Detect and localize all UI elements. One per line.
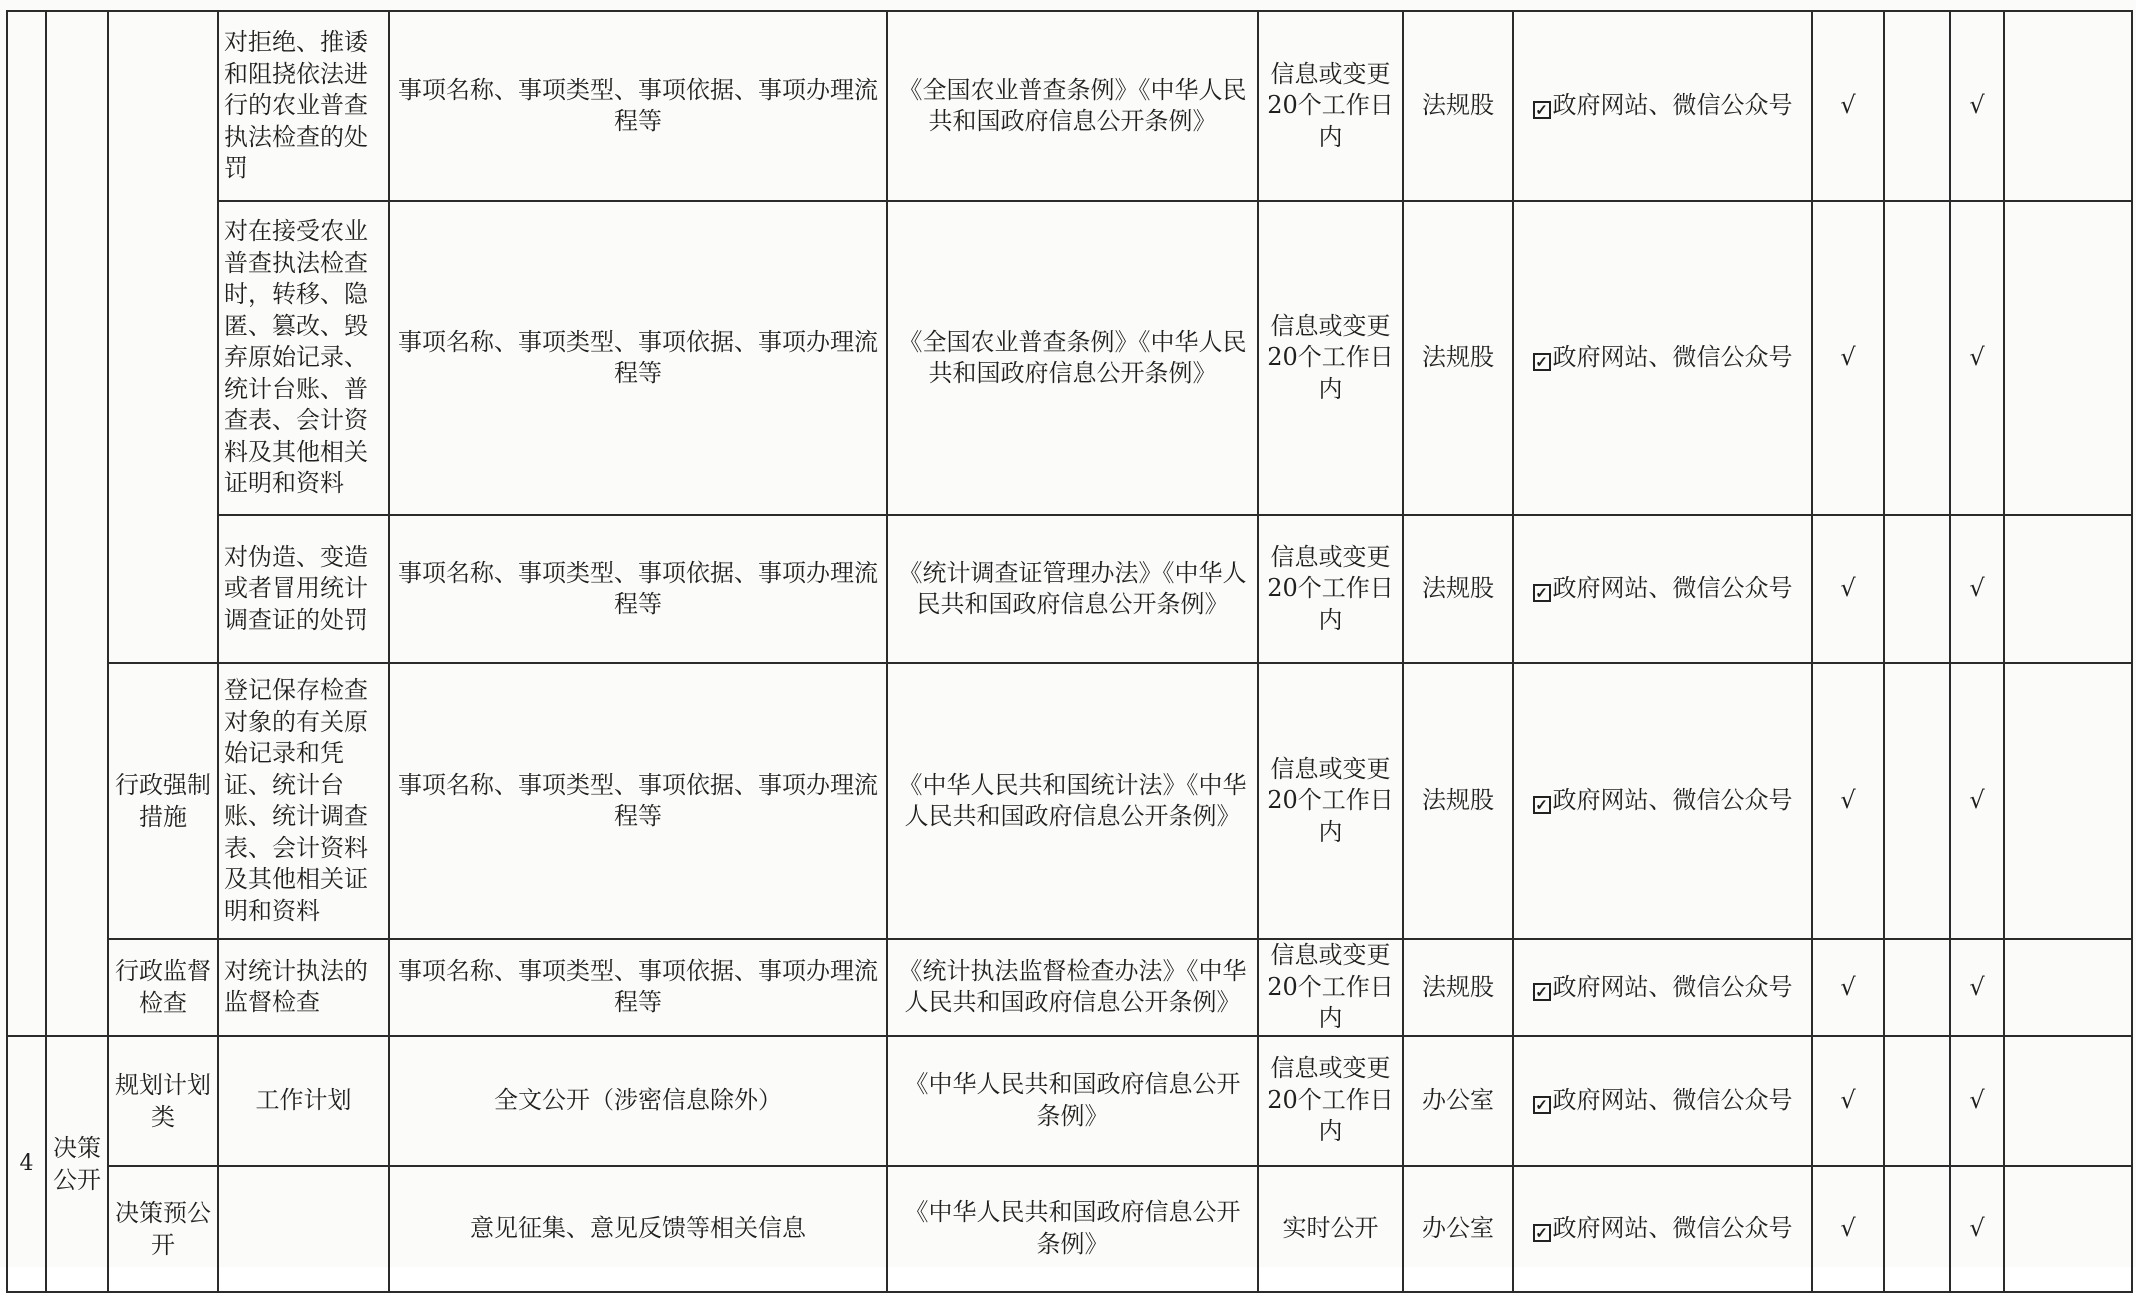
time-cell: 信息或变更20个工作日内 [1258, 201, 1403, 515]
content-cell: 事项名称、事项类型、事项依据、事项办理流程等 [389, 663, 887, 939]
check-cell [2004, 1036, 2132, 1166]
check-cell [1884, 201, 1950, 515]
group-number-cell [7, 11, 46, 1036]
subcategory-cell [108, 11, 218, 663]
checkbox-checked-icon: ✓ [1533, 353, 1551, 371]
category-cell [46, 11, 108, 1036]
table-row [7, 201, 2132, 515]
basis-cell: 《统计执法监督检查办法》《中华人民共和国政府信息公开条例》 [887, 939, 1258, 1036]
channel-cell [1513, 201, 1812, 515]
group-number-cell: 4 [7, 1036, 46, 1292]
subject-cell: 法规股 [1403, 201, 1513, 515]
table-row [7, 663, 2132, 939]
channel-text: 政府网站、微信公众号 [1552, 574, 1793, 603]
item-cell: 工作计划 [218, 1036, 389, 1166]
channel-cell [1513, 515, 1812, 663]
basis-cell: 《全国农业普查条例》《中华人民共和国政府信息公开条例》 [887, 11, 1258, 201]
time-cell: 信息或变更20个工作日内 [1258, 11, 1403, 201]
channel-text: 政府网站、微信公众号 [1552, 91, 1793, 120]
check-cell: √ [1950, 515, 2004, 663]
channel-cell [1513, 11, 1812, 201]
check-cell: √ [1950, 1166, 2004, 1292]
channel-cell [1513, 663, 1812, 939]
content-cell: 事项名称、事项类型、事项依据、事项办理流程等 [389, 515, 887, 663]
subcategory-cell: 行政监督检查 [108, 939, 218, 1036]
time-cell: 信息或变更20个工作日内 [1258, 515, 1403, 663]
channel-cell [1513, 939, 1812, 1036]
channel-text: 政府网站、微信公众号 [1552, 972, 1793, 1001]
check-cell: √ [1812, 11, 1884, 201]
check-cell [1884, 939, 1950, 1036]
check-cell: √ [1950, 11, 2004, 201]
checkbox-checked-icon: ✓ [1533, 796, 1551, 814]
channel-text: 政府网站、微信公众号 [1552, 786, 1793, 815]
time-cell: 实时公开 [1258, 1166, 1403, 1292]
check-cell [1884, 1166, 1950, 1292]
basis-cell: 《统计调查证管理办法》《中华人民共和国政府信息公开条例》 [887, 515, 1258, 663]
time-cell: 信息或变更20个工作日内 [1258, 663, 1403, 939]
content-cell: 全文公开（涉密信息除外） [389, 1036, 887, 1166]
item-cell: 对在接受农业普查执法检查时，转移、隐匿、篡改、毁弃原始记录、统计台账、普查表、会计资料及其他相关证明和资料 [218, 201, 389, 515]
subcategory-cell: 规划计划类 [108, 1036, 218, 1166]
table-row [7, 515, 2132, 663]
check-cell [1884, 663, 1950, 939]
checkbox-checked-icon: ✓ [1533, 584, 1551, 602]
checkbox-checked-icon: ✓ [1533, 101, 1551, 119]
check-cell [2004, 1166, 2132, 1292]
content-cell: 事项名称、事项类型、事项依据、事项办理流程等 [389, 201, 887, 515]
check-cell: √ [1812, 1166, 1884, 1292]
check-cell [2004, 663, 2132, 939]
basis-cell: 《中华人民共和国统计法》《中华人民共和国政府信息公开条例》 [887, 663, 1258, 939]
check-cell: √ [1950, 663, 2004, 939]
check-cell: √ [1812, 939, 1884, 1036]
basis-cell: 《中华人民共和国政府信息公开条例》 [887, 1036, 1258, 1166]
checkbox-checked-icon: ✓ [1533, 1224, 1551, 1242]
check-cell [1884, 1036, 1950, 1166]
content-cell: 意见征集、意见反馈等相关信息 [389, 1166, 887, 1292]
subject-cell: 法规股 [1403, 515, 1513, 663]
time-cell: 信息或变更20个工作日内 [1258, 939, 1403, 1036]
check-cell: √ [1812, 663, 1884, 939]
table-row [7, 11, 2132, 201]
content-cell: 事项名称、事项类型、事项依据、事项办理流程等 [389, 939, 887, 1036]
check-cell [2004, 515, 2132, 663]
check-cell: √ [1812, 201, 1884, 515]
checkbox-checked-icon: ✓ [1533, 983, 1551, 1001]
check-cell: √ [1950, 939, 2004, 1036]
item-cell: 登记保存检查对象的有关原始记录和凭证、统计台账、统计调查表、会计资料及其他相关证明和资料 [218, 663, 389, 939]
check-cell [2004, 939, 2132, 1036]
table-row [7, 939, 2132, 1036]
check-cell: √ [1812, 515, 1884, 663]
subject-cell: 法规股 [1403, 939, 1513, 1036]
check-cell [1884, 11, 1950, 201]
channel-cell [1513, 1166, 1812, 1292]
table-row [7, 1036, 2132, 1166]
check-cell: √ [1950, 201, 2004, 515]
channel-text: 政府网站、微信公众号 [1552, 1085, 1793, 1114]
channel-text: 政府网站、微信公众号 [1552, 343, 1793, 372]
check-cell [2004, 201, 2132, 515]
basis-cell: 《中华人民共和国政府信息公开条例》 [887, 1166, 1258, 1292]
subject-cell: 办公室 [1403, 1036, 1513, 1166]
check-cell [1884, 515, 1950, 663]
subcategory-cell: 行政强制措施 [108, 663, 218, 939]
item-cell: 对拒绝、推诿和阻挠依法进行的农业普查执法检查的处罚 [218, 11, 389, 201]
check-cell: √ [1812, 1036, 1884, 1166]
channel-text: 政府网站、微信公众号 [1552, 1213, 1793, 1242]
basis-cell: 《全国农业普查条例》《中华人民共和国政府信息公开条例》 [887, 201, 1258, 515]
content-cell: 事项名称、事项类型、事项依据、事项办理流程等 [389, 11, 887, 201]
category-cell: 决策公开 [46, 1036, 108, 1292]
subcategory-cell: 决策预公开 [108, 1166, 218, 1292]
subject-cell: 办公室 [1403, 1166, 1513, 1292]
subject-cell: 法规股 [1403, 11, 1513, 201]
government-disclosure-table [6, 10, 2133, 1293]
table-row [7, 1166, 2132, 1292]
item-cell: 对统计执法的监督检查 [218, 939, 389, 1036]
checkbox-checked-icon: ✓ [1533, 1096, 1551, 1114]
subject-cell: 法规股 [1403, 663, 1513, 939]
item-cell: 对伪造、变造或者冒用统计调查证的处罚 [218, 515, 389, 663]
check-cell [2004, 11, 2132, 201]
check-cell: √ [1950, 1036, 2004, 1166]
item-cell [218, 1166, 389, 1292]
channel-cell [1513, 1036, 1812, 1166]
time-cell: 信息或变更20个工作日内 [1258, 1036, 1403, 1166]
